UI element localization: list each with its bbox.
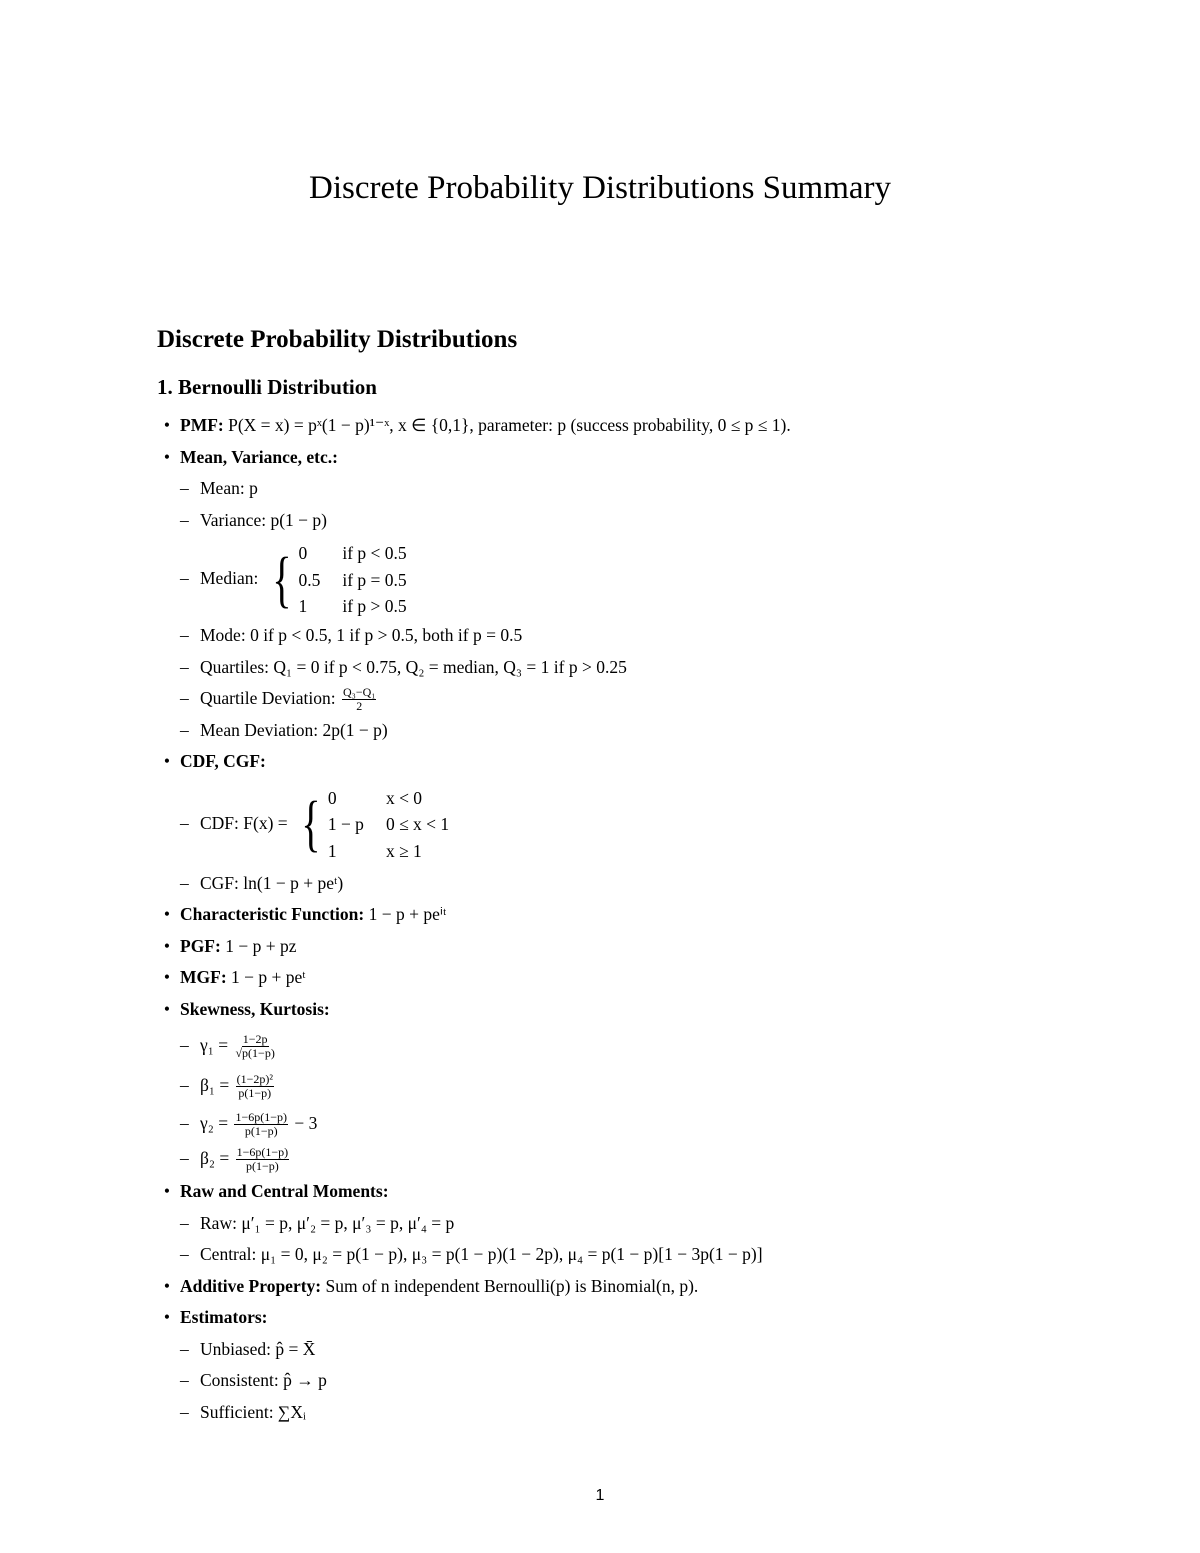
pmf-label: PMF: — [180, 415, 224, 435]
case-value: 1 — [298, 596, 308, 617]
mode-text: Mode: 0 if p < 0.5, 1 if p > 0.5, both if p = 0.5 — [200, 625, 523, 645]
variance-text: Variance: p(1 − p) — [200, 509, 327, 530]
dash-icon: – — [180, 719, 189, 740]
gamma1-line — [157, 1025, 1057, 1066]
mean-deviation-text: Mean Deviation: 2p(1 − p) — [200, 719, 388, 740]
dash-icon: – — [180, 812, 189, 833]
quartiles-text: Quartiles: Q₁ = 0 if p < 0.75, Q₂ = median, Q₃ = 1 if p > 0.25 — [200, 656, 627, 677]
cdf-cgf-item — [157, 746, 1057, 778]
unbiased-line — [157, 1334, 1057, 1366]
fraction-numerator: Q₃−Q₁ — [342, 685, 376, 700]
mean-deviation-line — [157, 715, 1057, 747]
bullet-icon: • — [163, 967, 171, 987]
dash-icon: – — [180, 1244, 189, 1264]
fraction-numerator: 1−2p — [242, 1032, 268, 1047]
left-brace-icon: { — [271, 545, 292, 614]
bullet-icon: • — [163, 1275, 171, 1296]
case-value: 0 — [327, 787, 337, 808]
fraction-denominator: p(1−p) — [244, 1124, 278, 1139]
cdf-case-grid — [328, 785, 449, 865]
fraction-denominator: 2 — [356, 699, 363, 714]
fraction-denominator: √p(1−p) — [235, 1046, 275, 1061]
pgf-text: 1 − p + pz — [225, 935, 297, 956]
pgf-label: PGF: — [180, 935, 221, 956]
left-brace-icon: { — [301, 790, 321, 859]
pgf-item — [157, 931, 1057, 963]
case-condition: 0 ≤ x < 1 — [385, 814, 450, 835]
dash-icon: – — [180, 1401, 189, 1422]
unbiased-text: Unbiased: p̂ = X̄ — [200, 1338, 316, 1359]
gamma2-tail: − 3 — [294, 1113, 318, 1133]
document-title: Discrete Probability Distributions Summary — [308, 170, 892, 206]
dash-icon: – — [180, 688, 189, 708]
dash-icon: – — [180, 1212, 189, 1233]
cgf-line — [157, 868, 1057, 900]
bullet-icon: • — [163, 1307, 171, 1327]
sufficient-line — [157, 1397, 1057, 1429]
cdf-line — [157, 778, 1057, 868]
dash-icon: – — [180, 1338, 189, 1359]
mode-line — [157, 620, 1057, 652]
estimators-item — [157, 1302, 1057, 1334]
fraction-numerator: (1−2p)² — [236, 1072, 273, 1087]
subsection-heading: 1. Bernoulli Distribution — [157, 375, 377, 399]
beta2-lhs: β₂ = — [200, 1148, 230, 1168]
cdf-cases — [292, 785, 449, 865]
estimators-label: Estimators: — [180, 1307, 268, 1327]
bullet-icon: • — [163, 904, 171, 924]
variance-line — [157, 505, 1057, 537]
dash-icon: – — [180, 1148, 189, 1168]
cgf-text: CGF: ln(1 − p + peᵗ) — [200, 872, 344, 893]
mean-variance-label: Mean, Variance, etc.: — [180, 446, 338, 467]
bullet-icon: • — [163, 998, 171, 1019]
additive-property-label: Additive Property: — [180, 1275, 322, 1296]
additive-property-text: Sum of n independent Bernoulli(p) is Binomial(n, p). — [325, 1275, 699, 1296]
case-condition: x < 0 — [385, 787, 423, 808]
gamma1-lhs: γ₁ = — [200, 1035, 229, 1055]
dash-icon: – — [180, 656, 189, 677]
beta1-line — [157, 1066, 1057, 1105]
characteristic-function-item — [157, 899, 1057, 931]
gamma2-lhs: γ₂ = — [200, 1113, 229, 1133]
sufficient-text: Sufficient: ∑Xᵢ — [200, 1401, 306, 1422]
quartile-deviation-label: Quartile Deviation: — [200, 688, 336, 708]
raw-moments-text: Raw: μ′₁ = p, μ′₂ = p, μ′₃ = p, μ′₄ = p — [200, 1212, 455, 1233]
skewness-kurtosis-label: Skewness, Kurtosis: — [180, 998, 330, 1019]
dash-icon: – — [180, 625, 189, 645]
gamma2-fraction — [234, 1111, 288, 1138]
mgf-label: MGF: — [180, 967, 227, 987]
consistent-line — [157, 1365, 1057, 1397]
median-cases — [263, 540, 407, 620]
median-line — [157, 536, 1057, 620]
pmf-item — [157, 410, 1057, 442]
consistent-text: Consistent: p̂ → p — [200, 1370, 327, 1390]
central-moments-line — [157, 1239, 1057, 1271]
case-value: 1 — [327, 840, 337, 861]
bullet-icon: • — [163, 1181, 171, 1201]
case-condition: if p < 0.5 — [342, 543, 407, 564]
cdf-cgf-label: CDF, CGF: — [180, 751, 266, 771]
median-case-grid — [298, 540, 406, 620]
additive-property-item — [157, 1271, 1057, 1303]
beta1-lhs: β₁ = — [200, 1075, 230, 1095]
mgf-text: 1 − p + peᵗ — [231, 967, 306, 987]
characteristic-function-label: Characteristic Function: — [180, 904, 365, 924]
mean-variance-item — [157, 442, 1057, 474]
case-value: 0 — [298, 543, 308, 564]
fraction-denominator: p(1−p) — [246, 1159, 279, 1174]
characteristic-function-text: 1 − p + peⁱᵗ — [368, 904, 447, 924]
mgf-item — [157, 962, 1057, 994]
page-number: 1 — [595, 1487, 605, 1504]
quartiles-line — [157, 652, 1057, 684]
case-condition: if p = 0.5 — [342, 569, 407, 590]
bullet-icon: • — [163, 415, 171, 435]
gamma1-fraction — [234, 1033, 275, 1060]
quartile-deviation-fraction — [342, 686, 376, 713]
case-value: 0.5 — [298, 569, 321, 590]
dash-icon: – — [180, 1035, 189, 1055]
central-moments-text: Central: μ₁ = 0, μ₂ = p(1 − p), μ₃ = p(1 − p)(1 − 2p), μ₄ = p(1 − p)[1 − 3p(1 − p)] — [200, 1244, 763, 1264]
fraction-denominator: p(1−p) — [238, 1086, 272, 1101]
dash-icon: – — [180, 568, 189, 588]
bullet-icon: • — [163, 446, 171, 467]
gamma2-line — [157, 1105, 1057, 1141]
case-value: 1 − p — [327, 814, 364, 835]
moments-item — [157, 1176, 1057, 1208]
dash-icon: – — [180, 1075, 189, 1095]
bullet-icon: • — [163, 935, 171, 956]
beta2-fraction — [236, 1146, 290, 1173]
dash-icon: – — [180, 872, 189, 893]
case-condition: x ≥ 1 — [385, 840, 422, 861]
dash-icon: – — [180, 509, 189, 530]
quartile-deviation-line — [157, 683, 1057, 715]
beta1-fraction — [236, 1073, 274, 1100]
dash-icon: – — [180, 1113, 189, 1133]
raw-moments-line — [157, 1208, 1057, 1240]
section-heading: Discrete Probability Distributions — [157, 326, 518, 353]
median-label: Median: — [200, 568, 259, 588]
bullet-icon: • — [163, 751, 171, 771]
beta2-line — [157, 1141, 1057, 1176]
cdf-label: CDF: F(x) = — [200, 812, 288, 833]
skewness-kurtosis-item — [157, 994, 1057, 1026]
dash-icon: – — [180, 1370, 189, 1390]
fraction-numerator: 1−6p(1−p) — [235, 1110, 287, 1125]
mean-text: Mean: p — [200, 478, 258, 498]
moments-label: Raw and Central Moments: — [180, 1181, 389, 1201]
fraction-numerator: 1−6p(1−p) — [236, 1145, 289, 1160]
dash-icon: – — [180, 478, 189, 498]
bernoulli-content — [157, 410, 1057, 1428]
pmf-text: P(X = x) = pˣ(1 − p)¹⁻ˣ, x ∈ {0,1}, parameter: p (success probability, 0 ≤ p ≤ 1). — [228, 415, 791, 435]
mean-line — [157, 473, 1057, 505]
case-condition: if p > 0.5 — [342, 596, 407, 617]
